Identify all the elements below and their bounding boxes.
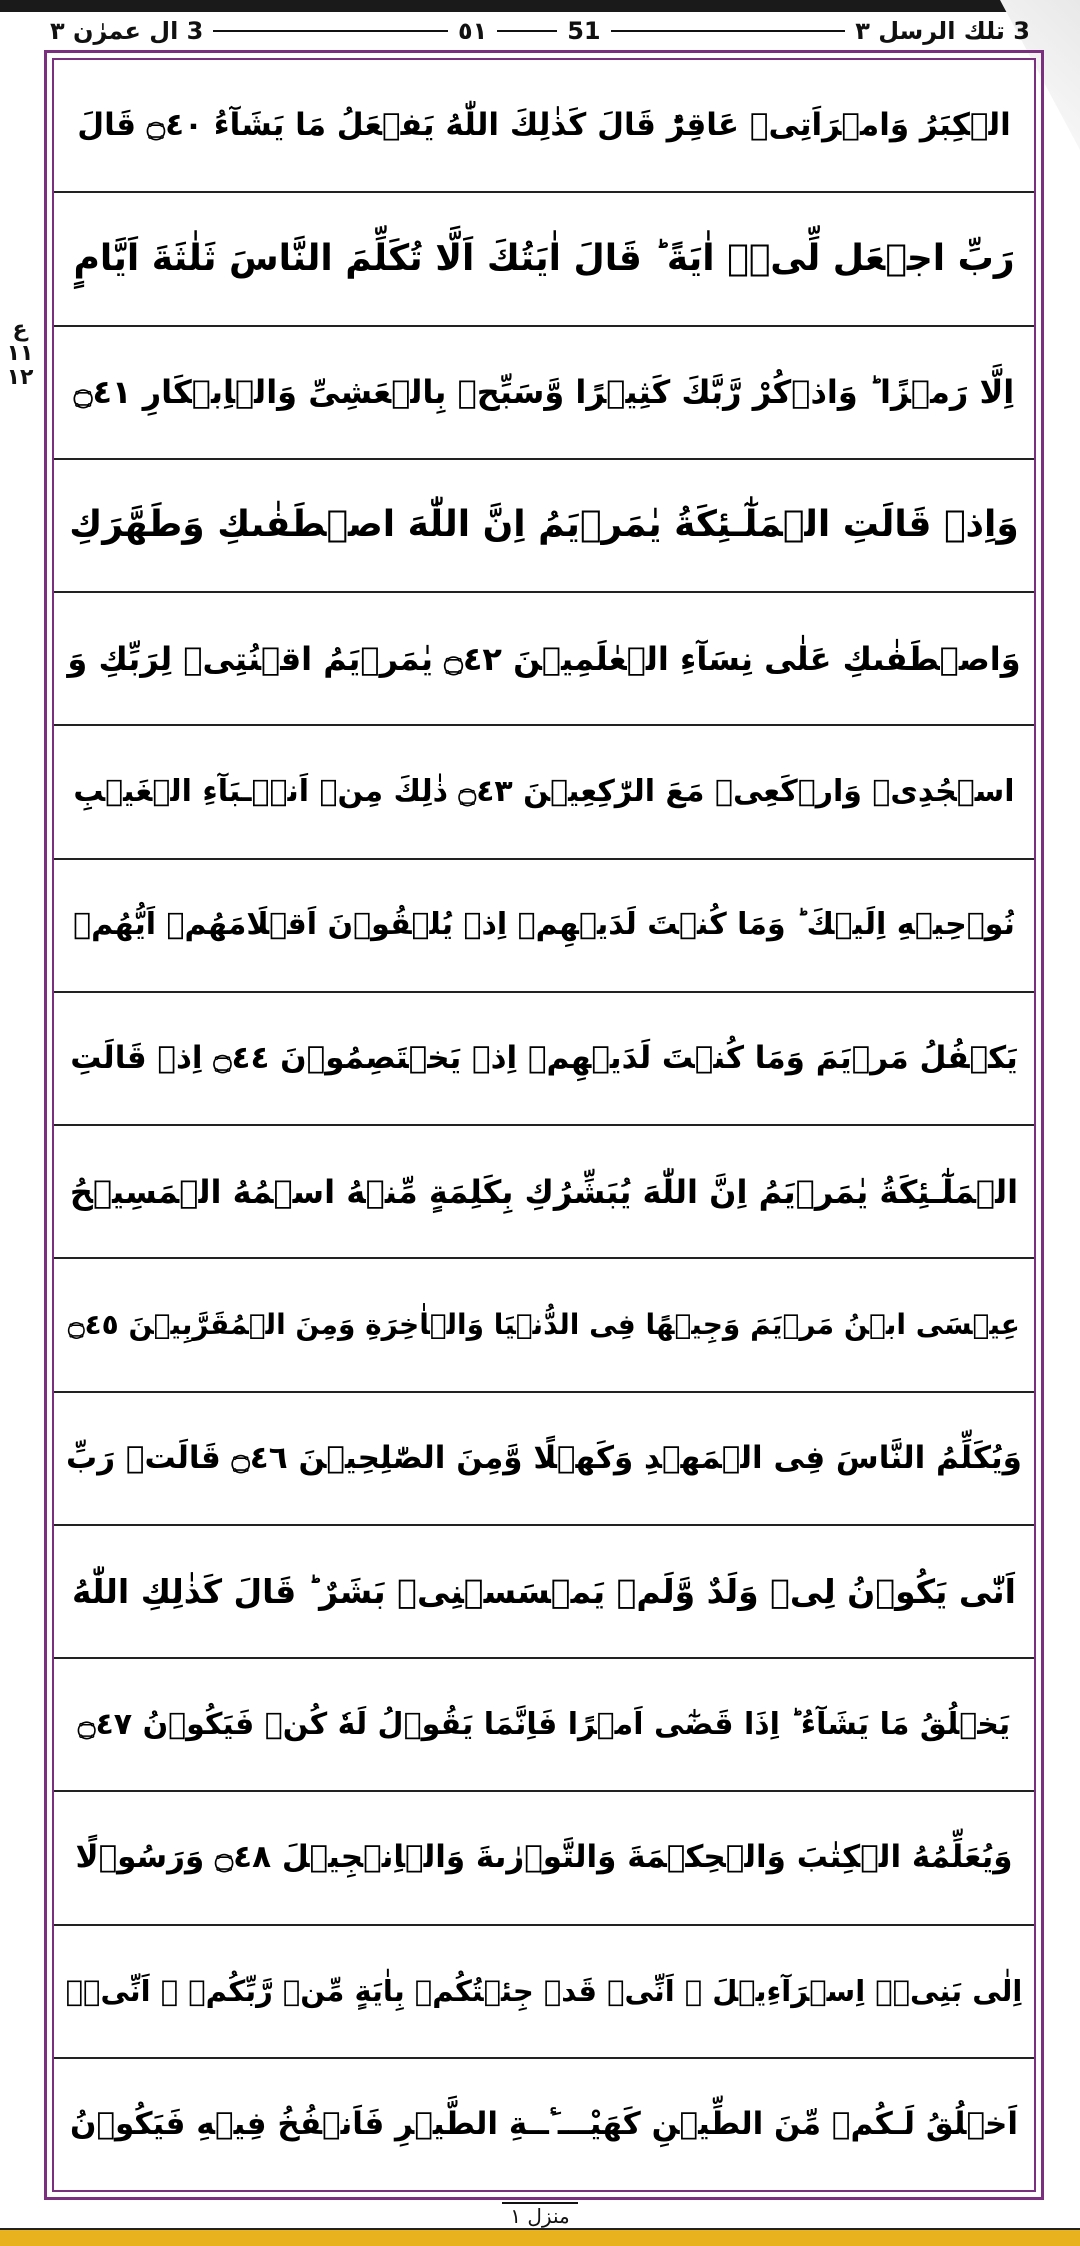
verse-text: وَاصۡطَفٰٮكِ عَلٰى نِسَآءِ الۡعٰلَمِيۡنَ ۝٤٢ يٰمَرۡيَمُ اقۡنُتِىۡ لِرَبِّكِ وَ — [67, 639, 1021, 678]
page-header — [40, 12, 1040, 50]
text-line — [54, 1792, 1034, 1925]
page-footer — [0, 2200, 1080, 2230]
verse-text: اَخۡلُقُ لَـكُمۡ مِّنَ الطِّيۡنِ كَهَیْـــٴَــةِ الطَّيۡرِ فَاَنۡفُخُ فِيۡهِ فَيَكُوۡنُ — [69, 2105, 1019, 2142]
text-line — [54, 60, 1034, 193]
verse-text: اسۡجُدِىۡ وَارۡكَعِىۡ مَعَ الرّٰكِعِيۡنَ ۝٤٣ ذٰلِكَ مِنۡ اَنۡۢـبَآءِ الۡغَيۡبِ — [73, 773, 1015, 809]
quran-text-area — [54, 60, 1034, 2190]
text-line — [54, 1526, 1034, 1659]
text-line — [54, 327, 1034, 460]
text-line — [54, 1393, 1034, 1526]
header-juz: 3 تلك الرسل ٣ — [855, 17, 1030, 45]
verse-text: نُوۡحِيۡهِ اِلَيۡكَ‌ ؕ وَمَا كُنۡتَ لَدَيۡهِمۡ اِذۡ يُلۡقُوۡنَ اَقۡلَامَهُمۡ اَيُّهُمۡ — [73, 907, 1015, 943]
verse-text: الۡكِبَرُ وَامۡرَاَتِىۡ عَاقِرٌ‌ؕ قَالَ كَذٰلِكَ اللّٰهُ يَفۡعَلُ مَا يَشَآءُ ۝٤٠ قَالَ — [77, 107, 1011, 144]
header-page-arabic: ٥١ — [457, 17, 488, 45]
verse-text: الۡمَلٰٓـئِكَةُ يٰمَرۡيَمُ اِنَّ اللّٰهَ يُبَشِّرُكِ بِكَلِمَةٍ مِّنۡهُ اسۡمُهُ الۡمَسِيۡحُ — [69, 1172, 1019, 1211]
text-line — [54, 593, 1034, 726]
text-line — [54, 860, 1034, 993]
manzil-marker: منزل ١ — [502, 2202, 577, 2228]
verse-text: وَيُعَلِّمُهُ الۡكِتٰبَ وَالۡحِكۡمَةَ وَالتَّوۡرٰٮةَ وَالۡاِنۡجِيۡلَ ۝٤٨ وَرَسُوۡلًا — [75, 1839, 1013, 1876]
text-line — [54, 2059, 1034, 2190]
header-rule — [611, 30, 846, 32]
verse-text: رَبِّ اجۡعَل لِّىۡۤ اٰيَةً‌ ؕ قَالَ اٰيَتُكَ اَلَّا تُكَلِّمَ النَّاسَ ثَلٰثَةَ اَيَّامٍ — [73, 237, 1015, 279]
verse-text: عِيۡسَى ابۡنُ مَرۡيَمَ وَجِيۡهًا فِى الدُّنۡيَا وَالۡاٰخِرَةِ وَمِنَ الۡمُقَرَّبِيۡنَ ۝٤٥ — [68, 1307, 1020, 1341]
verse-text: يَخۡلُقُ مَا يَشَآءُ‌ ؕ اِذَا قَضٰٓى اَمۡرًا فَاِنَّمَا يَقُوۡلُ لَهٗ كُنۡ فَيَكُوۡنُ ۝٤٧ — [77, 1706, 1011, 1742]
verse-text: اَنّٰى يَكُوۡنُ لِىۡ وَلَدٌ وَّلَمۡ يَمۡسَسۡنِىۡ بَشَرٌ‌ ؕ قَالَ كَذٰلِكِ اللّٰهُ — [72, 1571, 1016, 1611]
text-line — [54, 726, 1034, 859]
text-line — [54, 993, 1034, 1126]
verse-text: وَاِذۡ قَالَتِ الۡمَلٰٓـئِكَةُ يٰمَرۡيَمُ اِنَّ اللّٰهَ اصۡطَفٰٮكِ وَطَهَّرَكِ — [69, 504, 1019, 546]
header-rule — [213, 30, 448, 32]
top-strip — [0, 0, 1080, 12]
bottom-strip — [0, 2228, 1080, 2246]
verse-text: اِلٰى بَنِىۡۤ اِسۡرَآءِيۡلَ ۙ اَنِّىۡ قَدۡ جِئۡتُكُمۡ بِاٰيَةٍ مِّنۡ رَّبِّكُمۡ ۙ اَنِّىۡۤ — [65, 1973, 1023, 2008]
text-line — [54, 193, 1034, 326]
verse-text: اِلَّا رَمۡزًا‌ ؕ وَاذۡكُرْ رَّبَّكَ كَثِيۡرًا وَّسَبِّحۡ بِالۡعَشِىِّ وَالۡاِبۡكَارِ ۝٤١ — [73, 373, 1015, 412]
ruku-marker: ع ١١ ١٢ — [6, 317, 34, 391]
verse-text: وَيُكَلِّمُ النَّاسَ فِى الۡمَهۡدِ وَكَهۡلًا وَّمِنَ الصّٰلِحِيۡنَ ۝٤٦ قَالَتۡ رَبِّ — [66, 1439, 1022, 1476]
header-page-number: 51 — [567, 17, 601, 45]
header-surah: 3 ال عمرٰن ٣ — [49, 17, 204, 45]
text-line — [54, 460, 1034, 593]
text-line — [54, 1659, 1034, 1792]
verse-text: يَكۡفُلُ مَرۡيَمَ وَمَا كُنۡتَ لَدَيۡهِمۡ اِذۡ يَخۡتَصِمُوۡنَ ۝٤٤ اِذۡ قَالَتِ — [70, 1039, 1018, 1076]
header-rule — [497, 30, 557, 32]
text-line — [54, 1259, 1034, 1392]
text-line — [54, 1926, 1034, 2059]
text-line — [54, 1126, 1034, 1259]
